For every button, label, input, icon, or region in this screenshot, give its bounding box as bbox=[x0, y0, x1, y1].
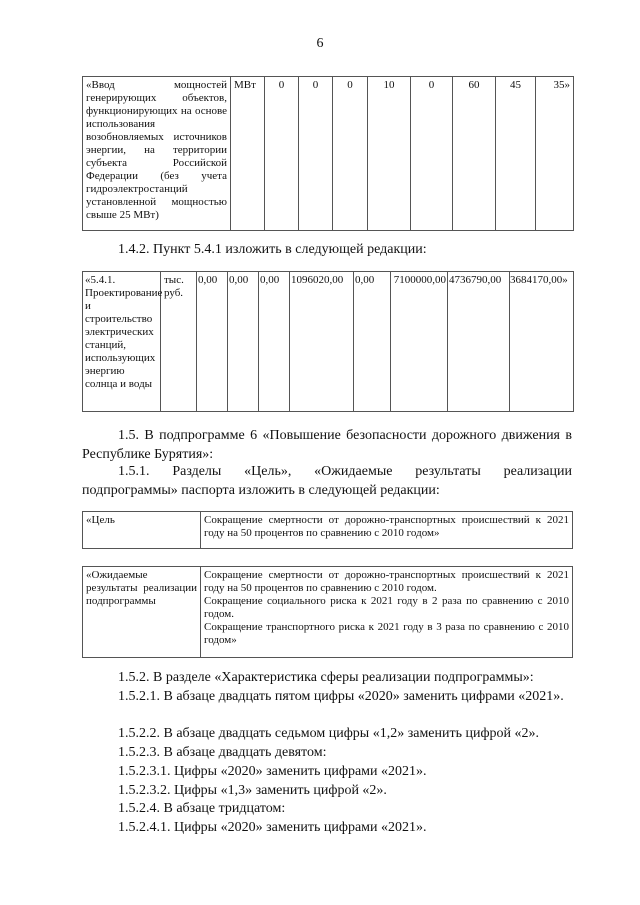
paragraph: 1.5.1. Разделы «Цель», «Ожидаемые результаты реализации подпрограммы» паспорта изложить в следующей редакции: bbox=[82, 464, 572, 498]
value-cell: 0 bbox=[333, 77, 368, 231]
results-label: «Ожидаемые результаты реализации подпрограммы bbox=[83, 567, 201, 658]
value-cell: 3684170,00» bbox=[510, 272, 574, 412]
unit-cell: тыс. руб. bbox=[161, 272, 197, 412]
paragraph: 1.5.2.3.1. Цифры «2020» заменить цифрами «2021». bbox=[118, 764, 427, 779]
table-goal bbox=[82, 511, 573, 549]
value-cell: 60 bbox=[453, 77, 496, 231]
value-cell: 35» bbox=[536, 77, 574, 231]
value-cell: 10 bbox=[368, 77, 411, 231]
value-cell: 0,00 bbox=[228, 272, 259, 412]
table-expected-results bbox=[82, 566, 573, 658]
paragraph: 1.5.2.4.1. Цифры «2020» заменить цифрами «2021». bbox=[118, 820, 427, 835]
goal-text: Сокращение смертности от дорожно-транспортных происшествий к 2021 году на 50 процентов по сравнению с 2010 годом» bbox=[201, 512, 573, 549]
indicator-label: «Ввод мощностей генерирующих объектов, функционирующих на основе использования возобновляемых источников энергии, на территории субъекта Российской Федерации (без учета гидроэлектростанций установленной мощностью свыше 25 МВт) bbox=[83, 77, 231, 231]
value-cell: 0 bbox=[299, 77, 333, 231]
table-power-plants bbox=[82, 271, 574, 412]
result-line: Сокращение транспортного риска к 2021 году в 3 раза по сравнению с 2010 годом» bbox=[204, 621, 569, 646]
value-cell: 0 bbox=[411, 77, 453, 231]
result-line: Сокращение смертности от дорожно-транспортных происшествий к 2021 году на 50 процентов по сравнению с 2010 годом. bbox=[204, 569, 569, 594]
result-line: Сокращение социального риска к 2021 году в 2 раза по сравнению с 2010 годом. bbox=[204, 595, 569, 620]
goal-label: «Цель bbox=[83, 512, 201, 549]
value-cell: 0,00 bbox=[354, 272, 391, 412]
value-cell: 7100000,00 bbox=[391, 272, 448, 412]
paragraph: 1.5.2.3.2. Цифры «1,3» заменить цифрой «2». bbox=[118, 783, 387, 798]
paragraph: 1.5. В подпрограмме 6 «Повышение безопасности дорожного движения в Республике Бурятия»: bbox=[82, 428, 572, 462]
unit-cell: МВт bbox=[231, 77, 265, 231]
paragraph: 1.5.2.1. В абзаце двадцать пятом цифры «2020» заменить цифрами «2021». bbox=[118, 689, 564, 704]
table-renewable-capacity bbox=[82, 76, 574, 231]
value-cell: 0 bbox=[265, 77, 299, 231]
value-cell: 0,00 bbox=[197, 272, 228, 412]
paragraph: 1.5.2.4. В абзаце тридцатом: bbox=[118, 801, 286, 816]
value-cell: 1096020,00 bbox=[290, 272, 354, 412]
indicator-label: «5.4.1. Проектирование и строительство электрических станций, использующих энергию солнца и воды bbox=[83, 272, 161, 412]
paragraph: 1.5.2.2. В абзаце двадцать седьмом цифры «1,2» заменить цифрой «2». bbox=[118, 726, 540, 741]
value-cell: 45 bbox=[496, 77, 536, 231]
paragraph: 1.5.2. В разделе «Характеристика сферы реализации подпрограммы»: bbox=[118, 670, 534, 685]
paragraph: 1.5.2.3. В абзаце двадцать девятом: bbox=[118, 745, 327, 760]
page-number: 6 bbox=[316, 36, 324, 51]
value-cell: 4736790,00 bbox=[448, 272, 510, 412]
paragraph: 1.4.2. Пункт 5.4.1 изложить в следующей редакции: bbox=[118, 242, 427, 257]
value-cell: 0,00 bbox=[259, 272, 290, 412]
